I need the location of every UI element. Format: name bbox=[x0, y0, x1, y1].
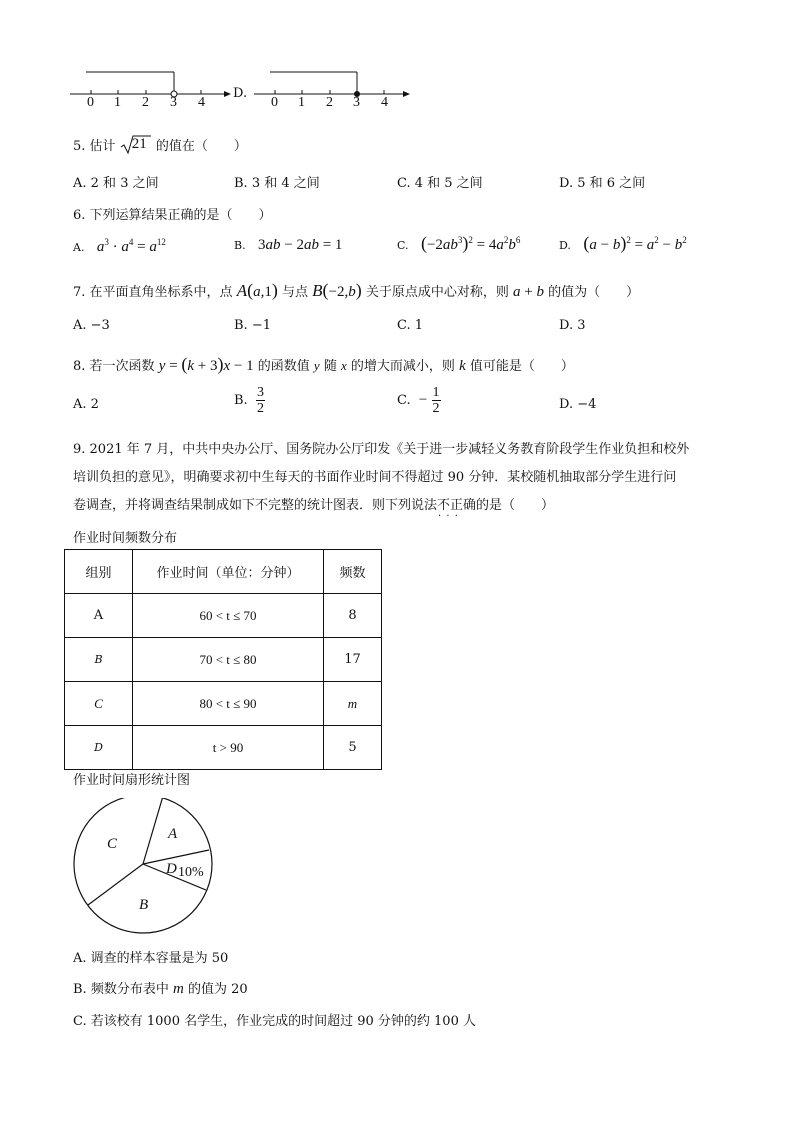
q8-option-a[interactable]: A. 2 bbox=[73, 397, 99, 412]
pie-label-c: C bbox=[107, 836, 118, 852]
cell-time: 70 < t ≤ 80 bbox=[133, 638, 324, 682]
pie-chart-title: 作业时间扇形统计图 bbox=[73, 773, 191, 788]
table-row bbox=[65, 682, 382, 726]
q9-option-c[interactable]: C. 若该校有 1000 名学生，作业完成的时间超过 90 分钟的约 100 人 bbox=[73, 1014, 476, 1029]
q6-option-d[interactable]: D. $(a - b)^2 = a^2 - b^2$ bbox=[559, 233, 687, 253]
cell-frequency: 8 bbox=[324, 594, 382, 638]
question-9-line2: 培训负担的意见》，明确要求初中生每天的书面作业时间不得超过 90 分钟．某校随机抽取部分学生进行问 bbox=[73, 470, 677, 485]
q6-option-c[interactable]: C. $(-2ab^3)^2 = 4a^2b^6$ bbox=[397, 233, 521, 253]
header-time: 作业时间（单位：分钟） bbox=[133, 550, 324, 594]
pie-label-b: B bbox=[139, 897, 149, 913]
cell-group: D bbox=[65, 726, 133, 770]
q7-option-b[interactable]: B. −1 bbox=[234, 318, 271, 333]
cell-group: A bbox=[65, 594, 133, 638]
sqrt-21: 21 bbox=[120, 135, 152, 155]
table-row bbox=[65, 594, 382, 638]
cell-time: t > 90 bbox=[133, 726, 324, 770]
q5-option-b[interactable]: B. 3 和 4 之间 bbox=[234, 176, 320, 191]
pie-label-d-percent: 10% bbox=[178, 865, 204, 880]
option-d-label: D. bbox=[233, 86, 248, 101]
emphasis-not-correct: 不正确 · · · bbox=[437, 498, 476, 513]
q8-option-d[interactable]: D. −4 bbox=[559, 397, 597, 412]
table-row bbox=[65, 638, 382, 682]
cell-frequency: 5 bbox=[324, 726, 382, 770]
cell-frequency: 17 bbox=[324, 638, 382, 682]
q6-option-a[interactable]: A. $a^3 \cdot a^4 = a^{12}$ bbox=[73, 237, 166, 255]
question-9-line3: 卷调查，并将调查结果制成如下不完整的统计图表．则下列说法不正确 · · ·的是（ ） bbox=[73, 494, 554, 513]
cell-frequency: m bbox=[324, 682, 382, 726]
q9-option-a[interactable]: A. 调查的样本容量是为 50 bbox=[73, 951, 229, 966]
pie-label-a: A bbox=[168, 826, 178, 842]
table-title: 作业时间频数分布 bbox=[73, 531, 178, 546]
q6-option-b[interactable]: B. 3ab − 2ab = 1 bbox=[234, 237, 343, 253]
q8-option-b[interactable]: B. $\frac{3}{2}$ bbox=[234, 385, 264, 416]
cell-time: 80 < t ≤ 90 bbox=[133, 682, 324, 726]
q9-option-b[interactable]: B. 频数分布表中 m 的值为 20 bbox=[73, 981, 248, 997]
q5-option-a[interactable]: A. 2 和 3 之间 bbox=[73, 176, 159, 191]
cell-group: C bbox=[65, 682, 133, 726]
table-row bbox=[65, 726, 382, 770]
frequency-table bbox=[64, 549, 382, 770]
question-9-line1: 9. 2021 年 7 月，中共中央办公厅、国务院办公厅印发《关于进一步减轻义务教育阶段学生作业负担和校外 bbox=[73, 442, 690, 457]
q7-option-a[interactable]: A. −3 bbox=[73, 318, 110, 333]
question-7-stem: 7. 在平面直角坐标系中，点 A(a,1) 与点 B(−2,b) 关于原点成中心对称，则 a + b 的值为（ ） bbox=[73, 280, 640, 300]
q7-option-d[interactable]: D. 3 bbox=[559, 318, 586, 333]
q5-option-c[interactable]: C. 4 和 5 之间 bbox=[397, 176, 483, 191]
pie-label-d: D bbox=[166, 861, 177, 877]
cell-time: 60 < t ≤ 70 bbox=[133, 594, 324, 638]
header-group: 组别 bbox=[65, 550, 133, 594]
question-5-stem: 5. 估计 21 的值在（ ） bbox=[73, 136, 247, 154]
q5-option-d[interactable]: D. 5 和 6 之间 bbox=[559, 176, 646, 191]
q8-option-c[interactable]: C. − $\frac{1}{2}$ bbox=[397, 385, 440, 416]
q7-option-c[interactable]: C. 1 bbox=[397, 318, 424, 333]
header-frequency: 频数 bbox=[324, 550, 382, 594]
question-8-stem: 8. 若一次函数 y = (k + 3)x − 1 的函数值 y 随 x 的增大而减小，则 k 值可能是（ ） bbox=[73, 354, 574, 374]
cell-group: B bbox=[65, 638, 133, 682]
table-header-row bbox=[65, 550, 382, 594]
question-6-stem: 6. 下列运算结果正确的是（ ） bbox=[73, 208, 272, 223]
